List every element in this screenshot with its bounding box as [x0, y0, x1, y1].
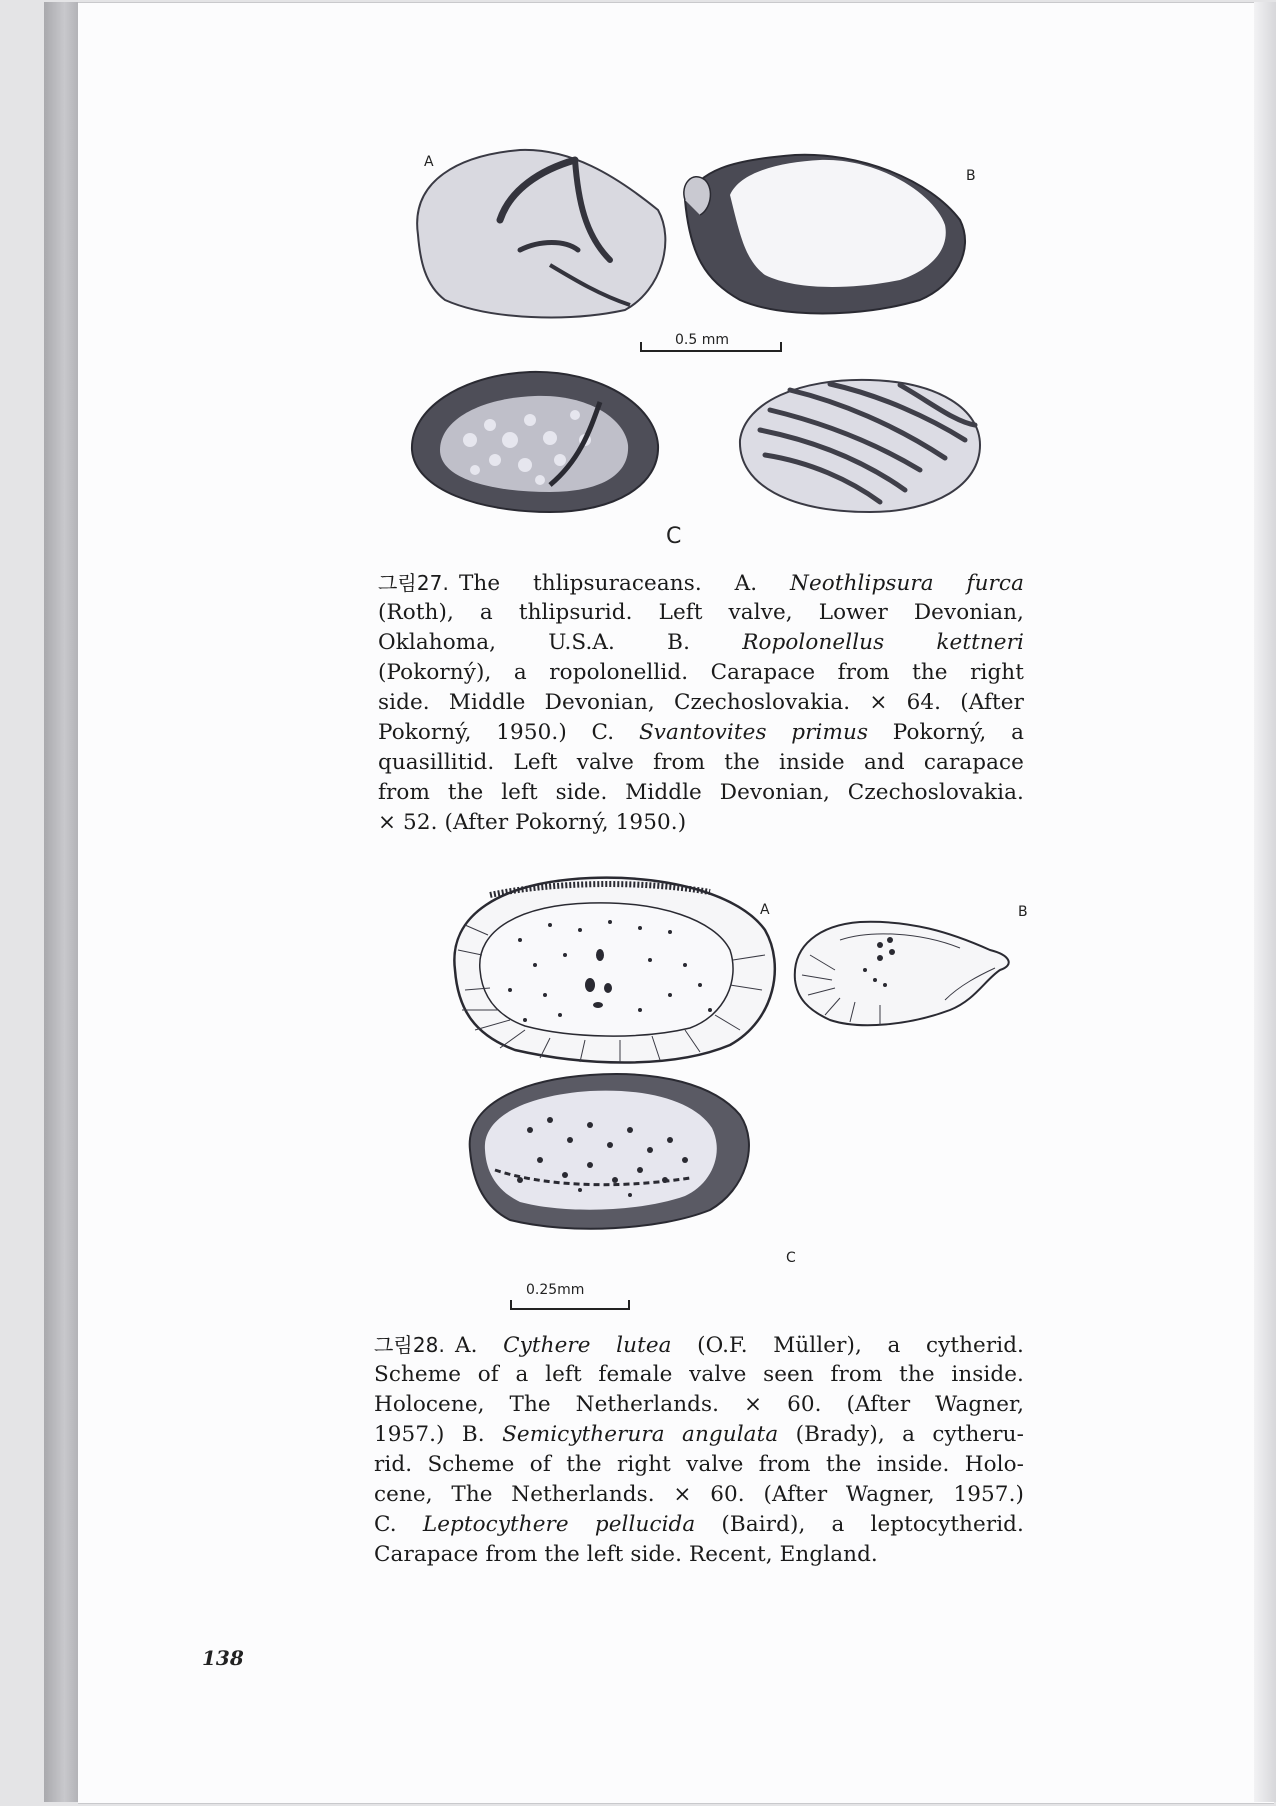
fig28-label-a: A	[760, 902, 770, 918]
caption-line: (Pokorný), a ropolonellid. Carapace from the right	[378, 660, 1024, 685]
figure-27-caption	[378, 568, 1024, 838]
fig27-scale-bar	[640, 342, 782, 352]
fossil-a-neothlipsura	[417, 150, 665, 318]
caption-line: rid. Scheme of the right valve from the inside. Holo-	[374, 1452, 1024, 1477]
caption-line: from the left side. Middle Devonian, Czechoslovakia.	[378, 780, 1024, 805]
caption-line: quasillitid. Left valve from the inside and carapace	[378, 750, 1024, 775]
caption-line: × 52. (After Pokorný, 1950.)	[378, 810, 687, 835]
caption-line: side. Middle Devonian, Czechoslovakia. × 64. (After	[378, 690, 1024, 715]
caption-line: C. Leptocythere pellucida (Baird), a leptocytherid.	[374, 1512, 1024, 1537]
fig27-label-c: C	[666, 524, 682, 549]
figure-28-caption	[374, 1330, 1024, 1570]
caption-line: Holocene, The Netherlands. × 60. (After Wagner,	[374, 1392, 1024, 1417]
fossil-c-svantovites	[412, 372, 980, 512]
caption-line: Oklahoma, U.S.A. B. Ropolonellus kettneri	[378, 630, 1024, 655]
page-edge	[1254, 2, 1276, 1802]
fossil-a-cythere	[454, 878, 774, 1063]
caption-line: 그림27. The thlipsuraceans. A. Neothlipsura furca	[378, 571, 1024, 596]
caption-line: cene, The Netherlands. × 60. (After Wagner, 1957.)	[374, 1482, 1024, 1507]
fig27-label-a: A	[424, 154, 434, 170]
caption-line: Carapace from the left side. Recent, England.	[374, 1542, 878, 1567]
fig28-number: 그림28.	[374, 1333, 445, 1357]
page-number: 138	[202, 1646, 244, 1670]
fig27-number: 그림27.	[378, 571, 449, 595]
fig28-scale-label: 0.25mm	[526, 1282, 585, 1298]
fig27-scale-label: 0.5 mm	[675, 332, 729, 348]
fossil-b-semicytherura	[795, 922, 1009, 1025]
figure-28-illustration	[440, 870, 1030, 1270]
caption-line: 그림28. A. Cythere lutea (O.F. Müller), a cytherid.	[374, 1333, 1024, 1358]
caption-line: (Roth), a thlipsurid. Left valve, Lower Devonian,	[378, 600, 1024, 625]
fig28-scale-bar	[510, 1300, 630, 1310]
caption-line: 1957.) B. Semicytherura angulata (Brady), a cytheru-	[374, 1422, 1024, 1447]
book-spine	[44, 2, 79, 1802]
fig27-label-b: B	[966, 168, 976, 184]
caption-line: Scheme of a left female valve seen from the inside.	[374, 1362, 1024, 1387]
fossil-b-ropolonellus	[684, 155, 965, 314]
fig28-label-c: C	[786, 1250, 796, 1266]
fig28-label-b: B	[1018, 904, 1028, 920]
fossil-c-leptocythere	[470, 1074, 749, 1229]
caption-line: Pokorný, 1950.) C. Svantovites primus Pokorný, a	[378, 720, 1024, 745]
